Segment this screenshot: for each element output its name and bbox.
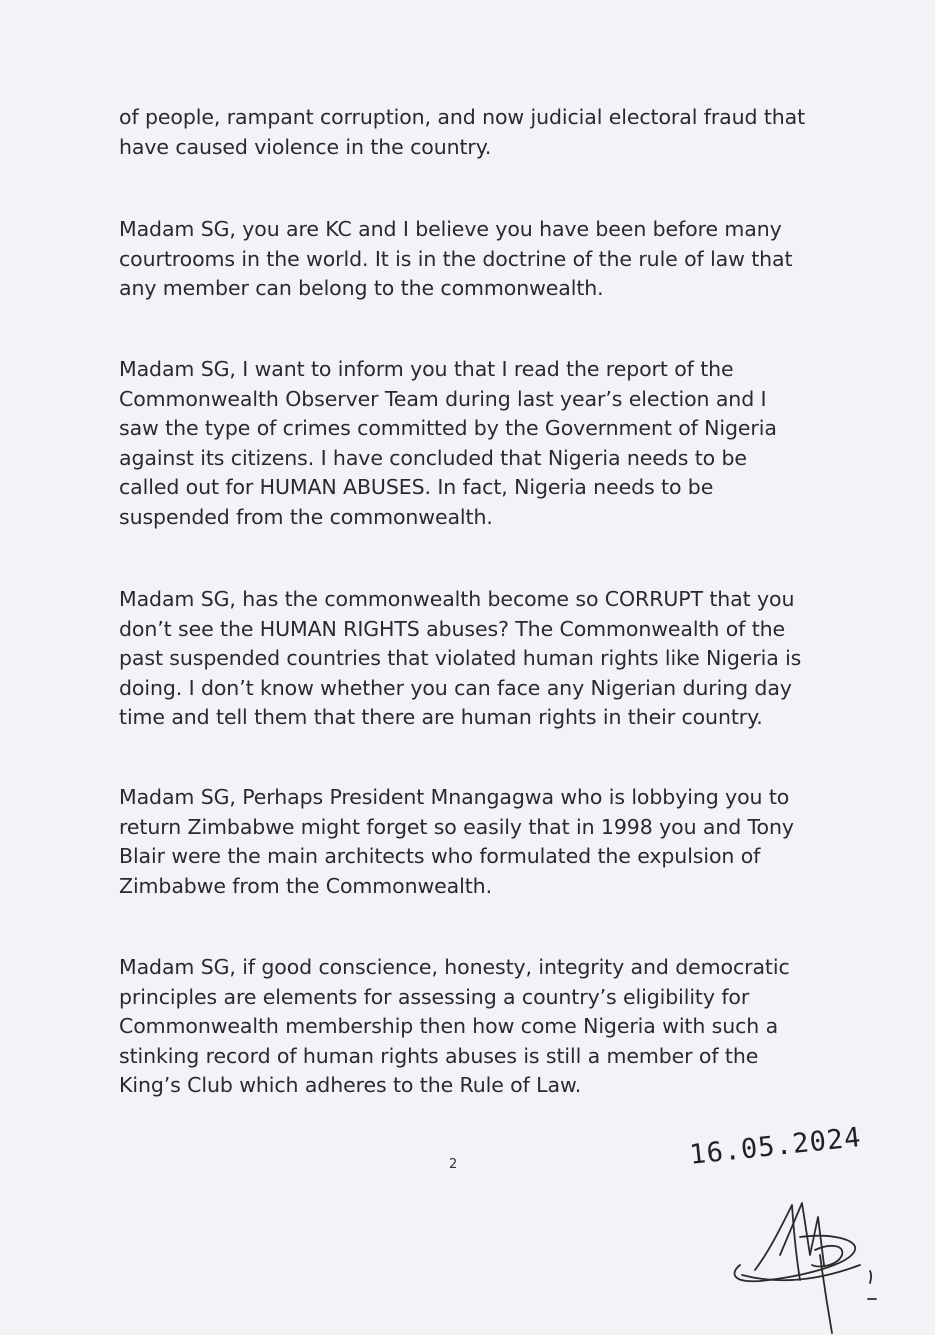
handwritten-date: 16.05.2024 — [688, 1121, 863, 1171]
signature-icon — [720, 1195, 880, 1335]
paragraph-1: of people, rampant corruption, and now judicial electoral fraud that have caused violence in the country. — [119, 105, 806, 159]
paragraph-2: Madam SG, you are KC and I believe you have been before many courtrooms in the world. It is in the doctrine of the rule of law that any member can belong to the commonwealth. — [119, 217, 793, 300]
paragraph-5: Madam SG, Perhaps President Mnangagwa who is lobbying you to return Zimbabwe might forget so easily that in 1998 you and Tony Blair were the main architects who formulated the expulsion of Zimbabwe from the Commonwealth. — [119, 785, 794, 898]
page-number: 2 — [449, 1157, 458, 1172]
paragraph-6: Madam SG, if good conscience, honesty, integrity and democratic principles are elements for assessing a country’s eligibility for Commonwealth membership then how come Nigeria with such a stinking record of human rights abuses is still a member of the King’s Club which adheres to the Rule of Law. — [119, 955, 790, 1097]
paragraph-4: Madam SG, has the commonwealth become so CORRUPT that you don’t see the HUMAN RIGHTS abuses? The Commonwealth of the past suspended countries that violated human rights like Nigeria is doing. I don’t know whether you can face any Nigerian during day time and tell them that there are human rights in their country. — [119, 587, 802, 729]
paragraph-3: Madam SG, I want to inform you that I read the report of the Commonwealth Observer Team during last year’s election and I saw the type of crimes committed by the Government of Nigeria against its citizens. I have concluded that Nigeria needs to be called out for HUMAN ABUSES. In fact, Nigeria needs to be suspended from the commonwealth. — [119, 357, 777, 529]
